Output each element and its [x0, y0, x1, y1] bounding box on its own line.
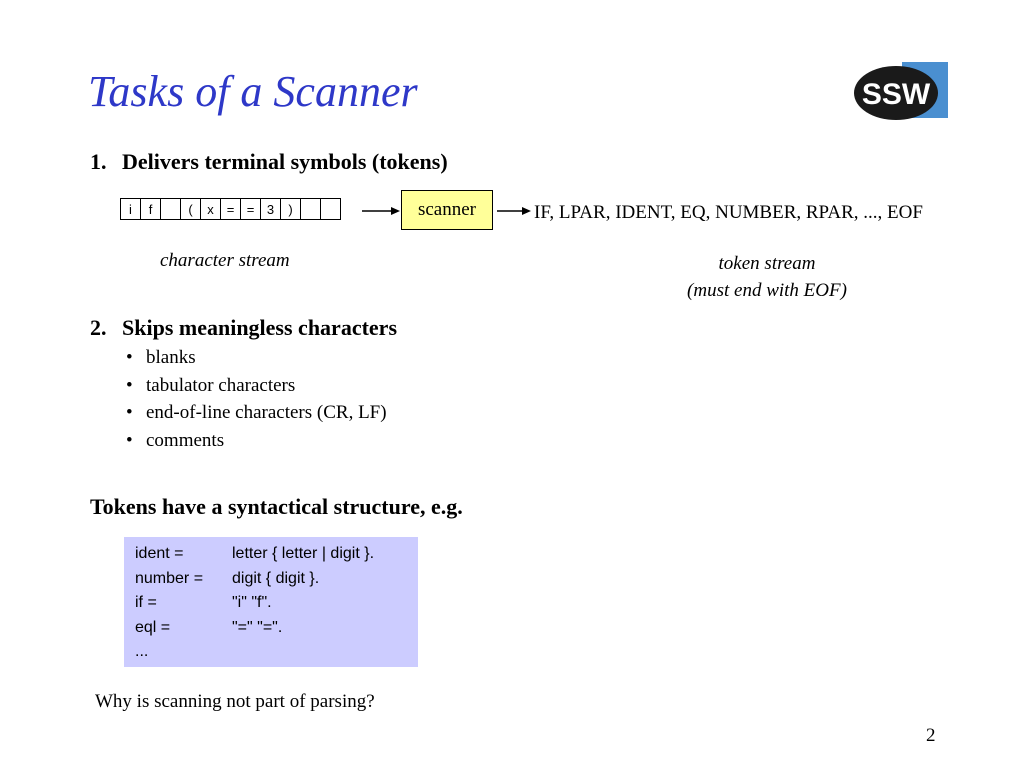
char-cell: ( [180, 198, 201, 220]
page-number: 2 [926, 725, 936, 746]
list-item: • blanks [126, 347, 196, 368]
list-item: • end-of-line characters (CR, LF) [126, 402, 387, 423]
section-2-heading: 2. Skips meaningless characters [90, 315, 397, 340]
char-cell: f [140, 198, 161, 220]
char-cell: x [200, 198, 221, 220]
char-cell: ) [280, 198, 301, 220]
grammar-row: ident = letter { letter | digit }. [135, 545, 375, 562]
char-cell: = [240, 198, 261, 220]
char-cell: 3 [260, 198, 281, 220]
token-stream-text: IF, LPAR, IDENT, EQ, NUMBER, RPAR, ..., EOF [534, 202, 923, 223]
arrow-from-scanner-head [522, 207, 531, 215]
token-caption-line-2: (must end with EOF) [687, 280, 847, 301]
token-caption-line-1: token stream [718, 253, 816, 274]
list-item: • comments [126, 429, 225, 451]
char-cell [320, 198, 341, 220]
section-3-heading: Tokens have a syntactical structure, e.g. [90, 494, 463, 519]
char-cell [160, 198, 181, 220]
grammar-row: number = digit { digit }. [135, 569, 320, 587]
grammar-box [124, 537, 418, 667]
grammar-row: ... [135, 643, 149, 660]
slide-title: Tasks of a Scanner [88, 67, 418, 116]
meaningless-characters-list [126, 347, 387, 457]
closing-question: Why is scanning not part of parsing? [95, 691, 375, 712]
char-cell [300, 198, 321, 220]
char-cell: = [220, 198, 241, 220]
grammar-row: if = "i" "f". [135, 594, 272, 611]
ssw-logo [850, 60, 950, 122]
grammar-row: eql = "=" "=". [135, 618, 283, 636]
character-stream-caption: character stream [160, 250, 290, 271]
arrow-to-scanner-head [391, 207, 400, 215]
logo-lettering: SSW [861, 78, 931, 111]
char-cell: i [120, 198, 141, 220]
character-stream-cells [120, 198, 341, 220]
token-stream-caption [667, 250, 867, 304]
section-1-heading: 1. Delivers terminal symbols (tokens) [90, 149, 448, 174]
list-item: • tabulator characters [126, 374, 296, 396]
scanner-box: scanner [401, 190, 493, 230]
